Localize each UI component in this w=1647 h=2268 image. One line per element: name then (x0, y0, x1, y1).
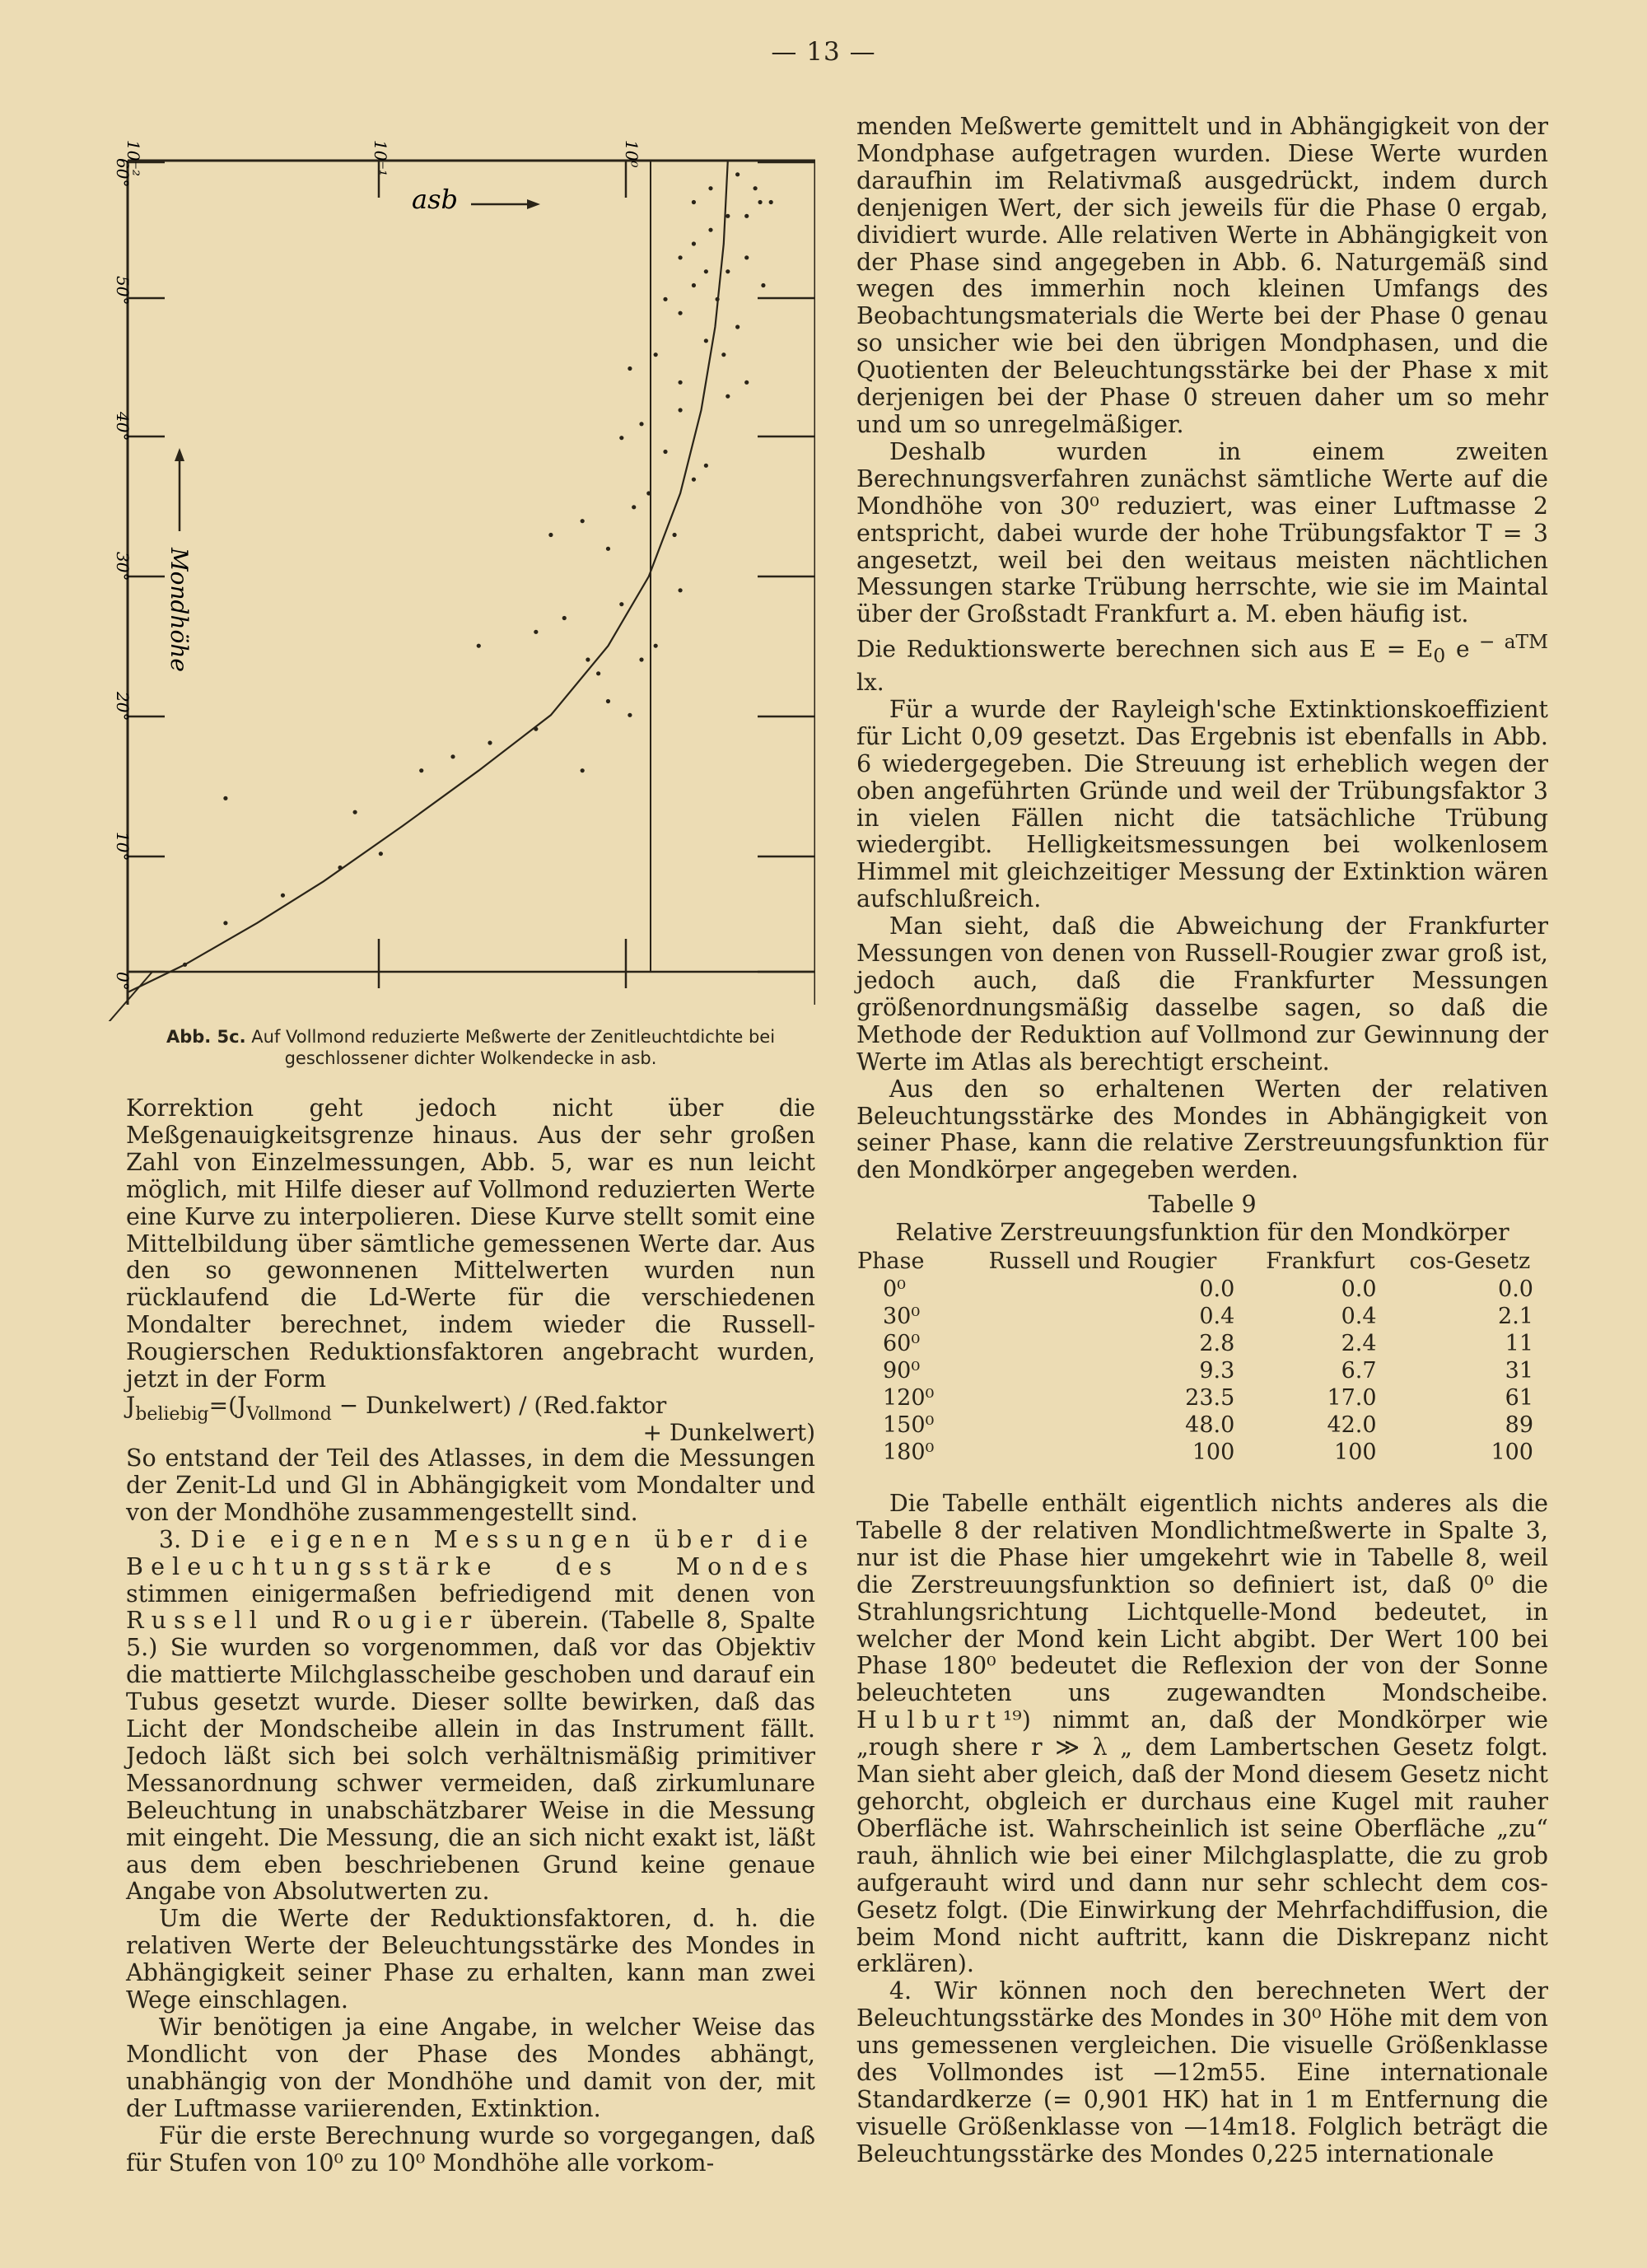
table-cell: 60⁰ (883, 1331, 921, 1356)
column-header: Phase (857, 1248, 925, 1274)
axis-label: Mondhöhe (166, 548, 193, 672)
y-tick-label: 10° (113, 832, 133, 861)
text: Die Reduktionswerte berechnen sich aus E = E (856, 635, 1434, 663)
data-point (379, 852, 383, 856)
data-point (735, 172, 740, 176)
right-column-bottom (856, 1491, 1548, 2168)
x-tick-label: 10⁻¹ (371, 140, 390, 177)
data-point (678, 408, 682, 412)
data-point (735, 324, 740, 329)
data-table (856, 1247, 1548, 1466)
table-cell: 0⁰ (883, 1276, 907, 1302)
paragraph: Aus den so erhaltenen Werten der relativen Beleuchtungsstärke des Mondes in Abhängigkeit von seiner Phase, kann die relative Zerstreuungsfunktion für den Mondkörper angegeben werden. (856, 1075, 1548, 1184)
text: stimmen einigermaßen befriedigend mit denen von (126, 1580, 815, 1608)
plot-ticks (128, 161, 815, 988)
data-point (692, 200, 696, 204)
y-tick-label: 30° (113, 552, 133, 581)
paragraph: Deshalb wurden in einem zweiten Berechnungsverfahren zunächst sämtliche Werte auf die Mondhöhe von 30⁰ reduziert, was einer Luftmasse 2 entspricht, dabei wurde der hohe Trübungsfaktor T = 3 angesetzt, weil bei den weitaus meisten nächtlichen Messungen starke Trübung herrschte, wie sie im Maintal über der Großstadt Frankfurt a. M. eben häufig ist. (856, 437, 1548, 628)
y-tick-label: 40° (113, 412, 133, 441)
formula-sub: beliebig (135, 1403, 209, 1425)
data-point (726, 394, 730, 399)
page-number: — 13 — (771, 37, 876, 67)
plot-frame (99, 161, 815, 1021)
x-tick-label-group (124, 140, 642, 176)
data-point (606, 699, 610, 703)
formula (126, 1393, 815, 1445)
table-cell: 48.0 (1185, 1412, 1235, 1438)
data-point (704, 338, 708, 343)
y-tick-label: 50° (113, 276, 133, 306)
formula-line2: + Dunkelwert) (642, 1418, 815, 1446)
table-cell: 150⁰ (883, 1412, 935, 1438)
table-cell: 2.4 (1341, 1331, 1377, 1356)
column-header: Russell und Rougier (988, 1248, 1217, 1274)
text: 0 (1433, 644, 1446, 668)
caption-text: Auf Vollmond reduzierte Meßwerte der Zenitleuchtdichte bei geschlossener dichter Wolkendecke in asb. (251, 1027, 776, 1068)
table-cell: 89 (1505, 1412, 1533, 1438)
data-point (281, 894, 285, 898)
table-cell: 17.0 (1327, 1385, 1377, 1411)
data-point (708, 228, 712, 232)
table-cell: 2.8 (1199, 1331, 1235, 1356)
data-point (678, 588, 682, 592)
data-point (548, 533, 553, 537)
data-point (654, 352, 658, 357)
spaced-text: Rougier (331, 1607, 479, 1635)
data-point (639, 422, 643, 426)
table-cell: 2.1 (1498, 1304, 1533, 1329)
data-point (628, 713, 632, 717)
table-cell: 0.0 (1341, 1276, 1377, 1302)
data-point (678, 311, 682, 315)
data-point (450, 754, 455, 758)
data-point (726, 214, 730, 218)
left-column (126, 1095, 815, 2177)
column-header: Frankfurt (1266, 1248, 1375, 1274)
spaced-text: Hulburt (856, 1706, 1003, 1734)
data-point (606, 547, 610, 551)
table-row (856, 1303, 1548, 1330)
table-cell: 0.4 (1341, 1304, 1377, 1329)
table-cell: 61 (1505, 1385, 1533, 1411)
text: ¹⁹) nimmt an, daß der Mondkörper wie „rough shere r ≫ λ „ dem Lambertschen Gesetz folgt. Man sieht aber gleich, daß der Mond diesem Gesetz nicht gehorcht, obgleich er durchaus eine Kugel mit rauher Oberfläche ist. Wahrscheinlich ist seine Oberfläche „zu“ rauh, ähnlich wie bei einer Milchglasplatte, die zu grob aufgerauht wird und dann nur sehr schlecht dem cos-Gesetz folgt. (Die Einwirkung der Mehrfachdiffusion, die beim Mond nicht auftritt, kann die Diskrepanz nicht erklären). (856, 1706, 1548, 1978)
data-point (581, 519, 585, 523)
data-point (744, 255, 749, 259)
paragraph: Wir benötigen ja eine Angabe, in welcher Weise das Mondlicht von der Phase des Mondes abhängt, unabhängig von der Mondhöhe und damit von der, mit der Luftmasse variierenden, Extinktion. (126, 2014, 815, 2122)
data-point (663, 297, 667, 301)
right-column-top (856, 114, 1548, 1184)
table-row (856, 1384, 1548, 1412)
data-point (619, 436, 623, 440)
formula-sub: Vollmond (246, 1403, 332, 1425)
y-tick-label-group (113, 158, 133, 991)
paragraph: Für a wurde der Rayleigh'sche Extinktionskoeffizient für Licht 0,09 gesetzt. Das Ergebnis ist ebenfalls in Abb. 6 wiedergegeben. Die Streuung ist erheblich wegen der oben angeführten Gründe und weil der Trübungsfaktor 3 in vielen Fällen nicht die tatsächliche Trübung wiedergibt. Helligkeitsmessungen bei wolkenlosem Himmel mit gleichzeitiger Messung der Extinktion wären aufschlußreich. (856, 695, 1548, 913)
data-point (672, 533, 676, 537)
text: 3. (158, 1525, 191, 1553)
data-point (534, 630, 538, 634)
table-cell: 100 (1334, 1440, 1377, 1465)
data-point (581, 768, 585, 772)
table-cell: 11 (1505, 1331, 1533, 1356)
data-point (223, 796, 227, 800)
paragraph: 4. Wir können noch den berechneten Wert der Beleuchtungsstärke des Mondes in 30⁰ Höhe mit dem von uns gemessenen vergleichen. Die visuelle Größenklasse des Vollmondes ist —12m55. Eine internationale Standardkerze (= 0,901 HK) hat in 1 m Entfernung die visuelle Größenklasse von —14m18. Folglich beträgt die Beleuchtungsstärke des Mondes 0,225 internationale (856, 1977, 1548, 2168)
table-row (856, 1439, 1548, 1466)
paragraph: Man sieht, daß die Abweichung der Frankfurter Messungen von denen von Russell-Rougier zwar groß ist, jedoch auch, daß die Frankfurter Messungen größenordnungsmäßig dasselbe sagen, so daß die Methode der Reduktion auf Vollmond zur Gewinnung der Werte im Atlas als berechtigt erscheint. (856, 912, 1548, 1076)
text: − aTM (1469, 630, 1548, 654)
data-point (477, 644, 481, 648)
data-point (721, 352, 726, 357)
data-point (586, 657, 590, 661)
table-cell: 31 (1505, 1358, 1533, 1384)
table-header-row (856, 1247, 1548, 1276)
paragraph: So entstand der Teil des Atlasses, in dem die Messungen der Zenit-Ld und Gl in Abhängigkeit vom Mondalter und von der Mondhöhe zusammengestellt sind. (126, 1444, 815, 1526)
data-point (654, 644, 658, 648)
table-cell: 0.4 (1199, 1304, 1235, 1329)
table-subtitle: Relative Zerstreuungsfunktion für den Mondkörper (895, 1219, 1509, 1246)
data-point (761, 283, 765, 287)
interpolated-curve (128, 161, 728, 992)
table-row (856, 1357, 1548, 1384)
y-tick-label: 60° (113, 158, 133, 188)
table-row (856, 1330, 1548, 1357)
data-point (596, 671, 600, 675)
spaced-text: Die eigenen Messungen über die Beleuchtungsstärke des Mondes (126, 1525, 815, 1580)
data-points (183, 172, 773, 967)
x-tick-label: 10⁻² (124, 140, 143, 177)
paragraph: Korrektion geht jedoch nicht über die Meßgenauigkeitsgrenze hinaus. Aus der sehr großen Zahl von Einzelmessungen, Abb. 5, war es nun leicht möglich, mit Hilfe dieser auf Vollmond reduzierten Werte eine Kurve zu interpolieren. Diese Kurve stellt somit eine Mittelbildung über sämtliche gemessenen Werte dar. Aus den so gewonnenen Mittelwerten wurden nun rücklaufend die Ld-Werte für die verschiedenen Mondalter berechnet, indem wieder die Russell-Rougierschen Reduktionsfaktoren angebracht wurden, jetzt in der Form (126, 1094, 815, 1393)
data-point (704, 269, 708, 273)
table-cell: 6.7 (1341, 1358, 1377, 1384)
data-point (744, 380, 749, 385)
data-point (678, 380, 682, 385)
paragraph (856, 1491, 1548, 1978)
x-tick-label: 10⁰ (622, 140, 642, 168)
data-point (639, 657, 643, 661)
text: überein. (Tabelle 8, Spalte 5.) Sie wurden so vorgenommen, daß vor das Objektiv die mattierte Milchglasscheibe geschoben und darauf ein Tubus gesetzt wurde. Dieser sollte bewirken, daß das Licht der Mondscheibe allein in das Instrument fällt. Jedoch läßt sich bei solch verhältnismäßig primitiver Messanordnung schwer vermeiden, daß zirkumlunare Beleuchtung in unabschätzbarer Weise in die Messung mit eingeht. Die Messung, die an sich nicht exakt ist, läßt aus dem eben beschriebenen Grund keine genaue Angabe von Absolutwerten zu. (126, 1607, 815, 1906)
data-point (562, 616, 567, 620)
formula-part: − Dunkelwert) / (Red.faktor (331, 1391, 667, 1419)
unit-label: asb (412, 184, 458, 215)
data-point (758, 200, 762, 204)
table-title: Tabelle 9 (1148, 1191, 1257, 1218)
data-point (628, 366, 632, 371)
text: und (264, 1607, 332, 1635)
data-point (619, 602, 623, 606)
paragraph (126, 1527, 815, 1906)
table-cell: 100 (1192, 1440, 1235, 1465)
paragraph: menden Meßwerte gemittelt und in Abhängigkeit von der Mondphase aufgetragen wurden. Diese Werte wurden daraufhin im Relativmaß ausgedrückt, indem durch denjenigen Wert, der sich jeweils für die Phase 0 ergab, dividiert wurde. Alle relativen Werte in Abhängigkeit von der Phase sind angegeben in Abb. 6. Naturgemäß sind wegen des immerhin noch kleinen Umfangs des Beobachtungsmaterials die Werte bei der Phase 0 genau so unsicher wie bei den übrigen Mondphasen, und die Quotienten der Beleuchtungsstärke bei der Phase x mit derjenigen bei der Phase 0 streuen daher um so mehr und um so unregelmäßiger. (856, 113, 1548, 438)
data-point (708, 186, 712, 190)
table-cell: 23.5 (1185, 1385, 1235, 1411)
data-point (692, 241, 696, 245)
table-cell: 90⁰ (883, 1358, 921, 1384)
table-cell: 0.0 (1498, 1276, 1533, 1302)
data-point (419, 768, 423, 772)
formula-part: =(J (208, 1391, 247, 1419)
data-point (488, 740, 492, 744)
data-point (726, 269, 730, 273)
axis-arrow (175, 448, 184, 531)
formula-part: J (126, 1391, 136, 1419)
data-point (704, 464, 708, 468)
text: e (1445, 635, 1470, 663)
data-point (692, 283, 696, 287)
y-tick-label: 0° (113, 972, 133, 991)
data-point (692, 478, 696, 482)
figure-5c-scatter (82, 115, 815, 1021)
data-point (663, 450, 667, 454)
text: Die Tabelle enthält eigentlich nichts anderes als die Tabelle 8 der relativen Mondlichtmeßwerte in Spalte 3, nur ist die Phase hier umgekehrt wie in Tabelle 8, weil die Zerstreuungsfunktion so definiert ist, daß 0⁰ die Strahlungsrichtung Lichtquelle-Mond bedeutet, in welcher der Mond kein Licht abgibt. Der Wert 100 bei Phase 180⁰ bedeutet die Reflexion der von der Sonne beleuchteten uns zugewandten Mondscheibe. (856, 1490, 1548, 1707)
text: lx. (856, 669, 884, 697)
figure-caption (126, 1026, 815, 1069)
table-cell: 9.3 (1199, 1358, 1235, 1384)
table-row (856, 1276, 1548, 1303)
data-point (769, 200, 773, 204)
formula-paragraph (856, 628, 1548, 697)
y-tick-label: 20° (113, 692, 133, 721)
caption-label: Abb. 5c. (166, 1027, 246, 1047)
column-header: cos-Gesetz (1409, 1248, 1531, 1274)
table-cell: 30⁰ (883, 1304, 921, 1329)
paragraph: Für die erste Berechnung wurde so vorgegangen, daß für Stufen von 10⁰ zu 10⁰ Mondhöhe alle vorkom- (126, 2121, 815, 2177)
paragraph: Um die Werte der Reduktionsfaktoren, d. h. die relativen Werte der Beleuchtungsstärke des Mondes in Abhängigkeit seiner Phase zu erhalten, kann man zwei Wege einschlagen. (126, 1905, 815, 2014)
data-point (744, 214, 749, 218)
data-point (632, 505, 636, 509)
table-9 (856, 1191, 1548, 1466)
table-cell: 120⁰ (883, 1385, 935, 1411)
unit-arrow (471, 199, 540, 209)
table-cell: 42.0 (1327, 1412, 1377, 1438)
data-point (223, 921, 227, 925)
table-cell: 100 (1491, 1440, 1533, 1465)
table-row (856, 1412, 1548, 1439)
data-point (646, 491, 651, 495)
table-cell: 180⁰ (883, 1440, 935, 1465)
table-cell: 0.0 (1199, 1276, 1235, 1302)
spaced-text: Russell (126, 1607, 265, 1635)
data-point (754, 186, 758, 190)
data-point (352, 810, 357, 814)
data-point (678, 255, 682, 259)
